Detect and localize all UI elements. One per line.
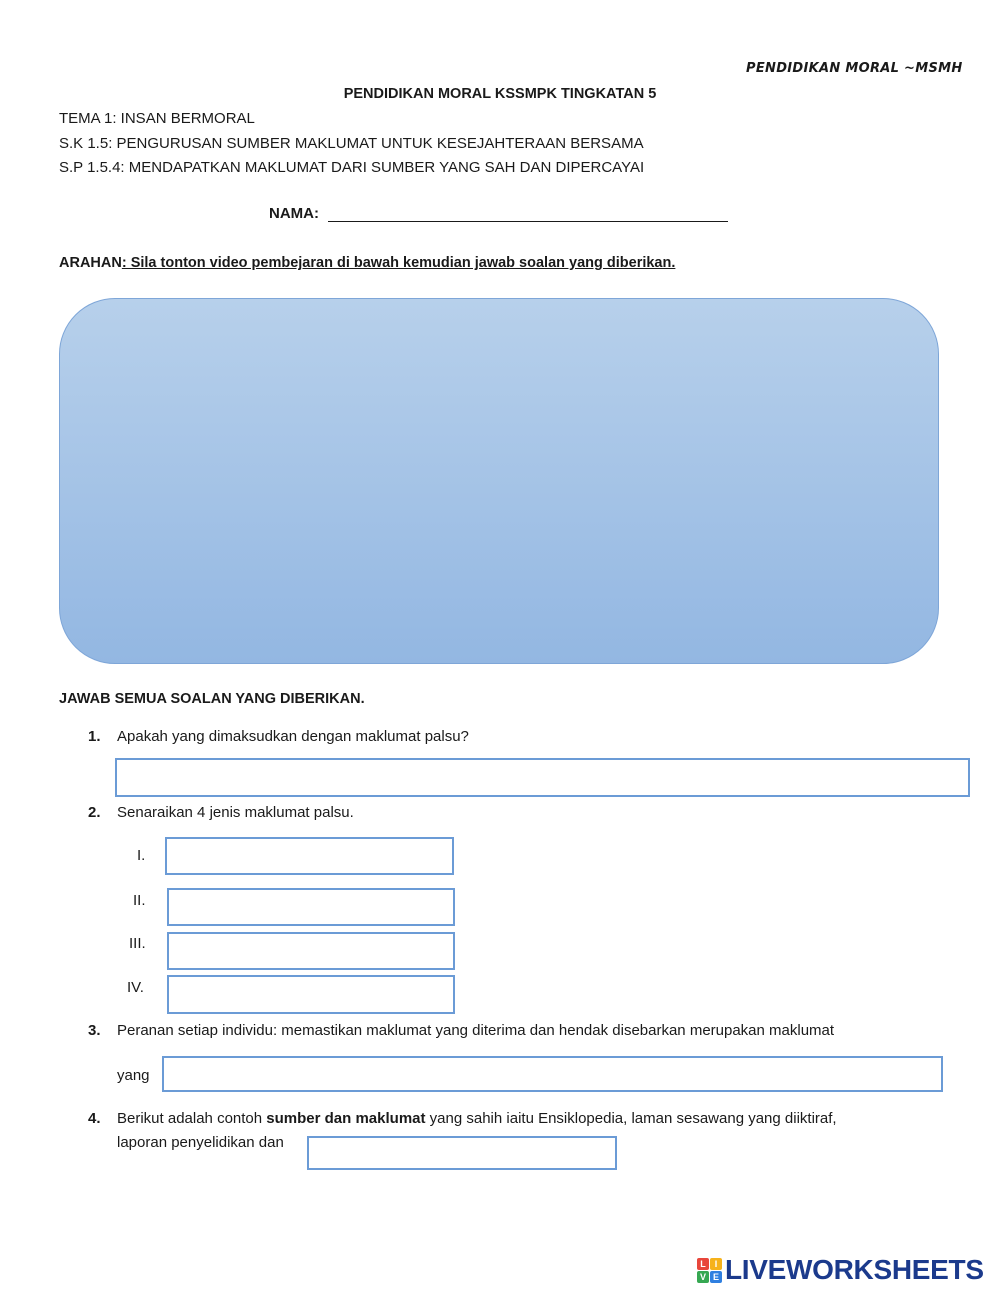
question-1-number: 1. bbox=[88, 728, 101, 745]
answer-1-input[interactable] bbox=[115, 758, 970, 797]
item-i-label: I. bbox=[137, 847, 146, 864]
section-title: JAWAB SEMUA SOALAN YANG DIBERIKAN. bbox=[59, 691, 365, 707]
item-iv-label: IV. bbox=[127, 979, 144, 996]
question-2-number: 2. bbox=[88, 804, 101, 821]
question-3-number: 3. bbox=[88, 1022, 101, 1039]
tema-line: TEMA 1: INSAN BERMORAL bbox=[59, 110, 255, 127]
question-4-line2: laporan penyelidikan dan bbox=[117, 1134, 284, 1151]
item-iii-label: III. bbox=[129, 935, 146, 952]
question-3-suffix: yang bbox=[117, 1067, 150, 1084]
live-letter-l: L bbox=[697, 1258, 709, 1270]
question-4-text-before: Berikut adalah contoh bbox=[117, 1110, 267, 1127]
liveworksheets-logo bbox=[697, 1253, 984, 1287]
answer-2iii-input[interactable] bbox=[167, 932, 455, 970]
header-author: PENDIDIKAN MORAL ~MSMH bbox=[746, 61, 963, 76]
brand-text: LIVEWORKSHEETS bbox=[725, 1254, 984, 1285]
question-4-text-after: yang sahih iaitu Ensiklopedia, laman sesawang yang diiktiraf, bbox=[425, 1110, 837, 1127]
instructions-label: ARAHAN bbox=[59, 255, 122, 271]
question-4-text bbox=[117, 1110, 837, 1127]
question-1-text: Apakah yang dimaksudkan dengan maklumat palsu? bbox=[117, 728, 469, 745]
video-player[interactable] bbox=[59, 298, 939, 664]
page-title: PENDIDIKAN MORAL KSSMPK TINGKATAN 5 bbox=[343, 86, 657, 102]
answer-3-input[interactable] bbox=[162, 1056, 943, 1092]
nama-underline bbox=[328, 221, 728, 222]
item-ii-label: II. bbox=[133, 892, 146, 909]
sp-line: S.P 1.5.4: MENDAPATKAN MAKLUMAT DARI SUMBER YANG SAH DAN DIPERCAYAI bbox=[59, 159, 645, 176]
nama-label: NAMA: bbox=[269, 205, 319, 222]
answer-2iv-input[interactable] bbox=[167, 975, 455, 1014]
live-letter-v: V bbox=[697, 1271, 709, 1283]
question-2-text: Senaraikan 4 jenis maklumat palsu. bbox=[117, 804, 354, 821]
live-letter-i: I bbox=[710, 1258, 722, 1270]
question-4-number: 4. bbox=[88, 1110, 101, 1127]
question-4-text-bold: sumber dan maklumat bbox=[266, 1110, 426, 1127]
instructions-text: : Sila tonton video pembejaran di bawah kemudian jawab soalan yang diberikan. bbox=[121, 255, 676, 271]
answer-2ii-input[interactable] bbox=[167, 888, 455, 926]
live-letter-e: E bbox=[710, 1271, 722, 1283]
sk-line: S.K 1.5: PENGURUSAN SUMBER MAKLUMAT UNTUK KESEJAHTERAAN BERSAMA bbox=[59, 135, 644, 152]
answer-4-input[interactable] bbox=[307, 1136, 617, 1170]
live-cube-icon bbox=[697, 1258, 722, 1283]
answer-2i-input[interactable] bbox=[165, 837, 454, 875]
question-3-text: Peranan setiap individu: memastikan maklumat yang diterima dan hendak disebarkan merupakan maklumat bbox=[117, 1022, 835, 1039]
instructions bbox=[59, 255, 675, 271]
